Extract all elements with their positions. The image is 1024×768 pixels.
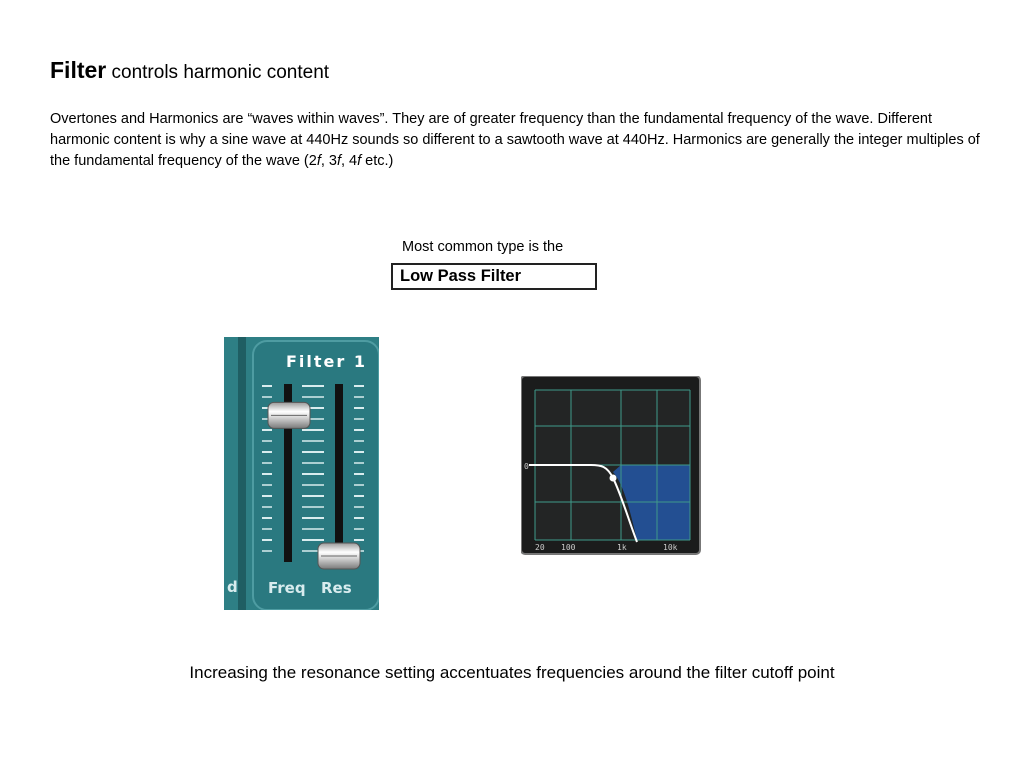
filter-type-label: Low Pass Filter — [400, 267, 522, 285]
res-label: Res — [321, 579, 352, 597]
resonance-caption: Increasing the resonance setting accentuates frequencies around the filter cutoff point — [189, 663, 835, 682]
panel-title: Filter 1 — [286, 352, 367, 371]
res-fader-track — [335, 384, 343, 562]
para-f1: f — [316, 153, 321, 169]
filter-type-box — [391, 263, 597, 290]
zero-db-label: 0 — [524, 462, 529, 471]
freq-label-100: 100 — [561, 543, 576, 552]
para-f2: f — [336, 153, 341, 169]
panel-module — [253, 341, 379, 610]
para-sep1: , 3 — [320, 153, 337, 169]
freq-label-20: 20 — [535, 543, 545, 552]
para-sep2: , 4 — [341, 153, 358, 169]
freq-label: Freq — [268, 579, 306, 597]
title-rest: controls harmonic content — [106, 62, 330, 83]
panel-divider — [238, 337, 246, 610]
cutoff-point — [610, 475, 617, 482]
freq-label-10k: 10k — [663, 543, 678, 552]
panel-edge-label: d — [227, 578, 238, 596]
callout-intro: Most common type is the — [402, 239, 564, 255]
filter-response-graph — [521, 376, 701, 556]
title-bold: Filter — [50, 57, 107, 83]
freq-fader-knob[interactable] — [268, 402, 310, 428]
harmonics-paragraph — [50, 109, 980, 172]
res-fader-knob[interactable] — [318, 543, 360, 569]
freq-label-1k: 1k — [617, 543, 627, 552]
para-text: Overtones and Harmonics are “waves within waves”. They are of greater frequency than the fundamental frequency of the wave. Different harmonic content is why a sine wave at 440Hz sounds so different to a sawtooth wave at 440Hz. Harmonics are generally the integer multiples of the fundamental frequency of the wave (2 — [50, 111, 980, 169]
para-f3: f — [357, 153, 362, 169]
para-end: etc.) — [361, 153, 394, 169]
slide-title — [50, 57, 329, 84]
filter-slider-panel — [224, 337, 379, 610]
